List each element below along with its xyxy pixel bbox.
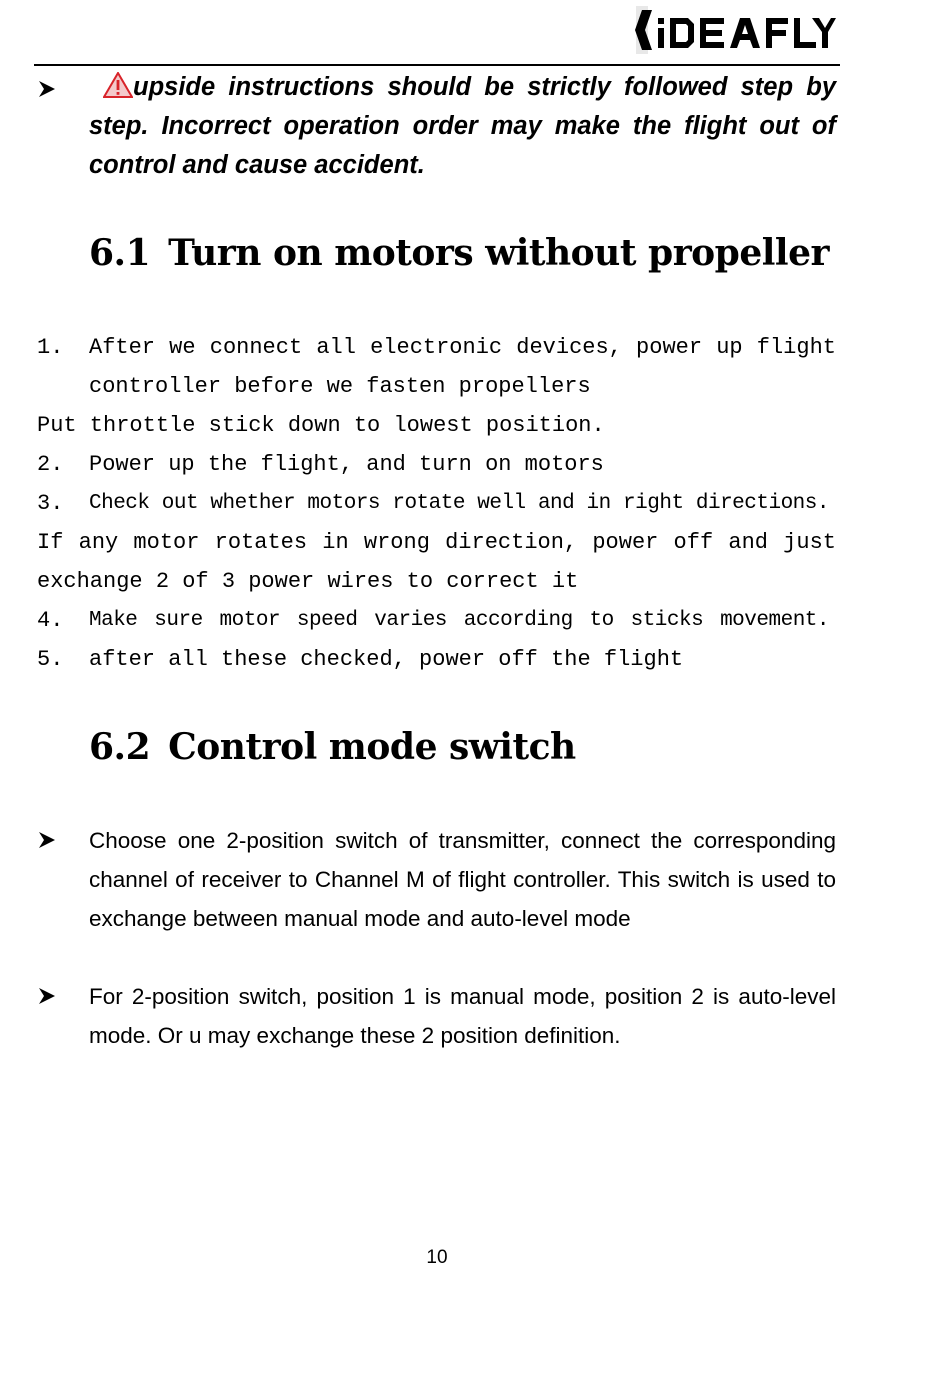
- step-2-marker: 2.: [37, 452, 64, 477]
- step-1-marker: 1.: [37, 335, 64, 360]
- warning-text: upside instructions should be strictly followed step by step. Incorrect operation order may make the flight out of control and cause accident.: [89, 73, 836, 179]
- page-number: 10: [426, 1247, 448, 1268]
- step-3-text: Check out whether motors rotate well and in right directions.: [89, 492, 829, 515]
- step-1-text: After we connect all electronic devices, power up flight: [89, 335, 836, 360]
- step-5-marker: 5.: [37, 647, 64, 672]
- section-heading-6-2: [89, 726, 576, 768]
- bullet-choose-switch: Choose one 2-position switch of transmitter, connect the corresponding channel of receiver to Channel M of flight controller. This switch is used to exchange between manual mode and auto-level mode: [89, 828, 836, 931]
- brand-logo: [628, 2, 836, 60]
- step-3-note: If any motor rotates in wrong direction, power off and just: [37, 530, 836, 555]
- throttle-instruction: Put throttle stick down to lowest position.: [37, 413, 605, 438]
- warning-triangle-icon: [103, 72, 133, 98]
- header-rule: [34, 64, 840, 66]
- step-5-text: after all these checked, power off the flight: [89, 647, 684, 672]
- section-title: Control mode switch: [168, 726, 576, 768]
- step-2-text: Power up the flight, and turn on motors: [89, 452, 604, 477]
- bullet-switch-positions: For 2-position switch, position 1 is manual mode, position 2 is auto-level mode. Or u may exchange these 2 position definition.: [89, 984, 836, 1048]
- section-heading-6-1: [89, 232, 829, 274]
- section-number: 6.1: [89, 232, 151, 274]
- section-number: 6.2: [89, 726, 151, 768]
- bullet-arrow-icon: [38, 987, 56, 1005]
- bullet-arrow-icon: [38, 80, 56, 98]
- step-3-note-continuation: exchange 2 of 3 power wires to correct it: [37, 569, 579, 594]
- step-4-text: Make sure motor speed varies according to sticks movement.: [89, 609, 829, 632]
- warning-note: [89, 68, 836, 185]
- step-3-marker: 3.: [37, 491, 64, 516]
- section-title: Turn on motors without propeller: [168, 232, 829, 274]
- bullet-arrow-icon: [38, 831, 56, 849]
- step-4-marker: 4.: [37, 608, 64, 633]
- step-1-continuation: controller before we fasten propellers: [89, 374, 591, 399]
